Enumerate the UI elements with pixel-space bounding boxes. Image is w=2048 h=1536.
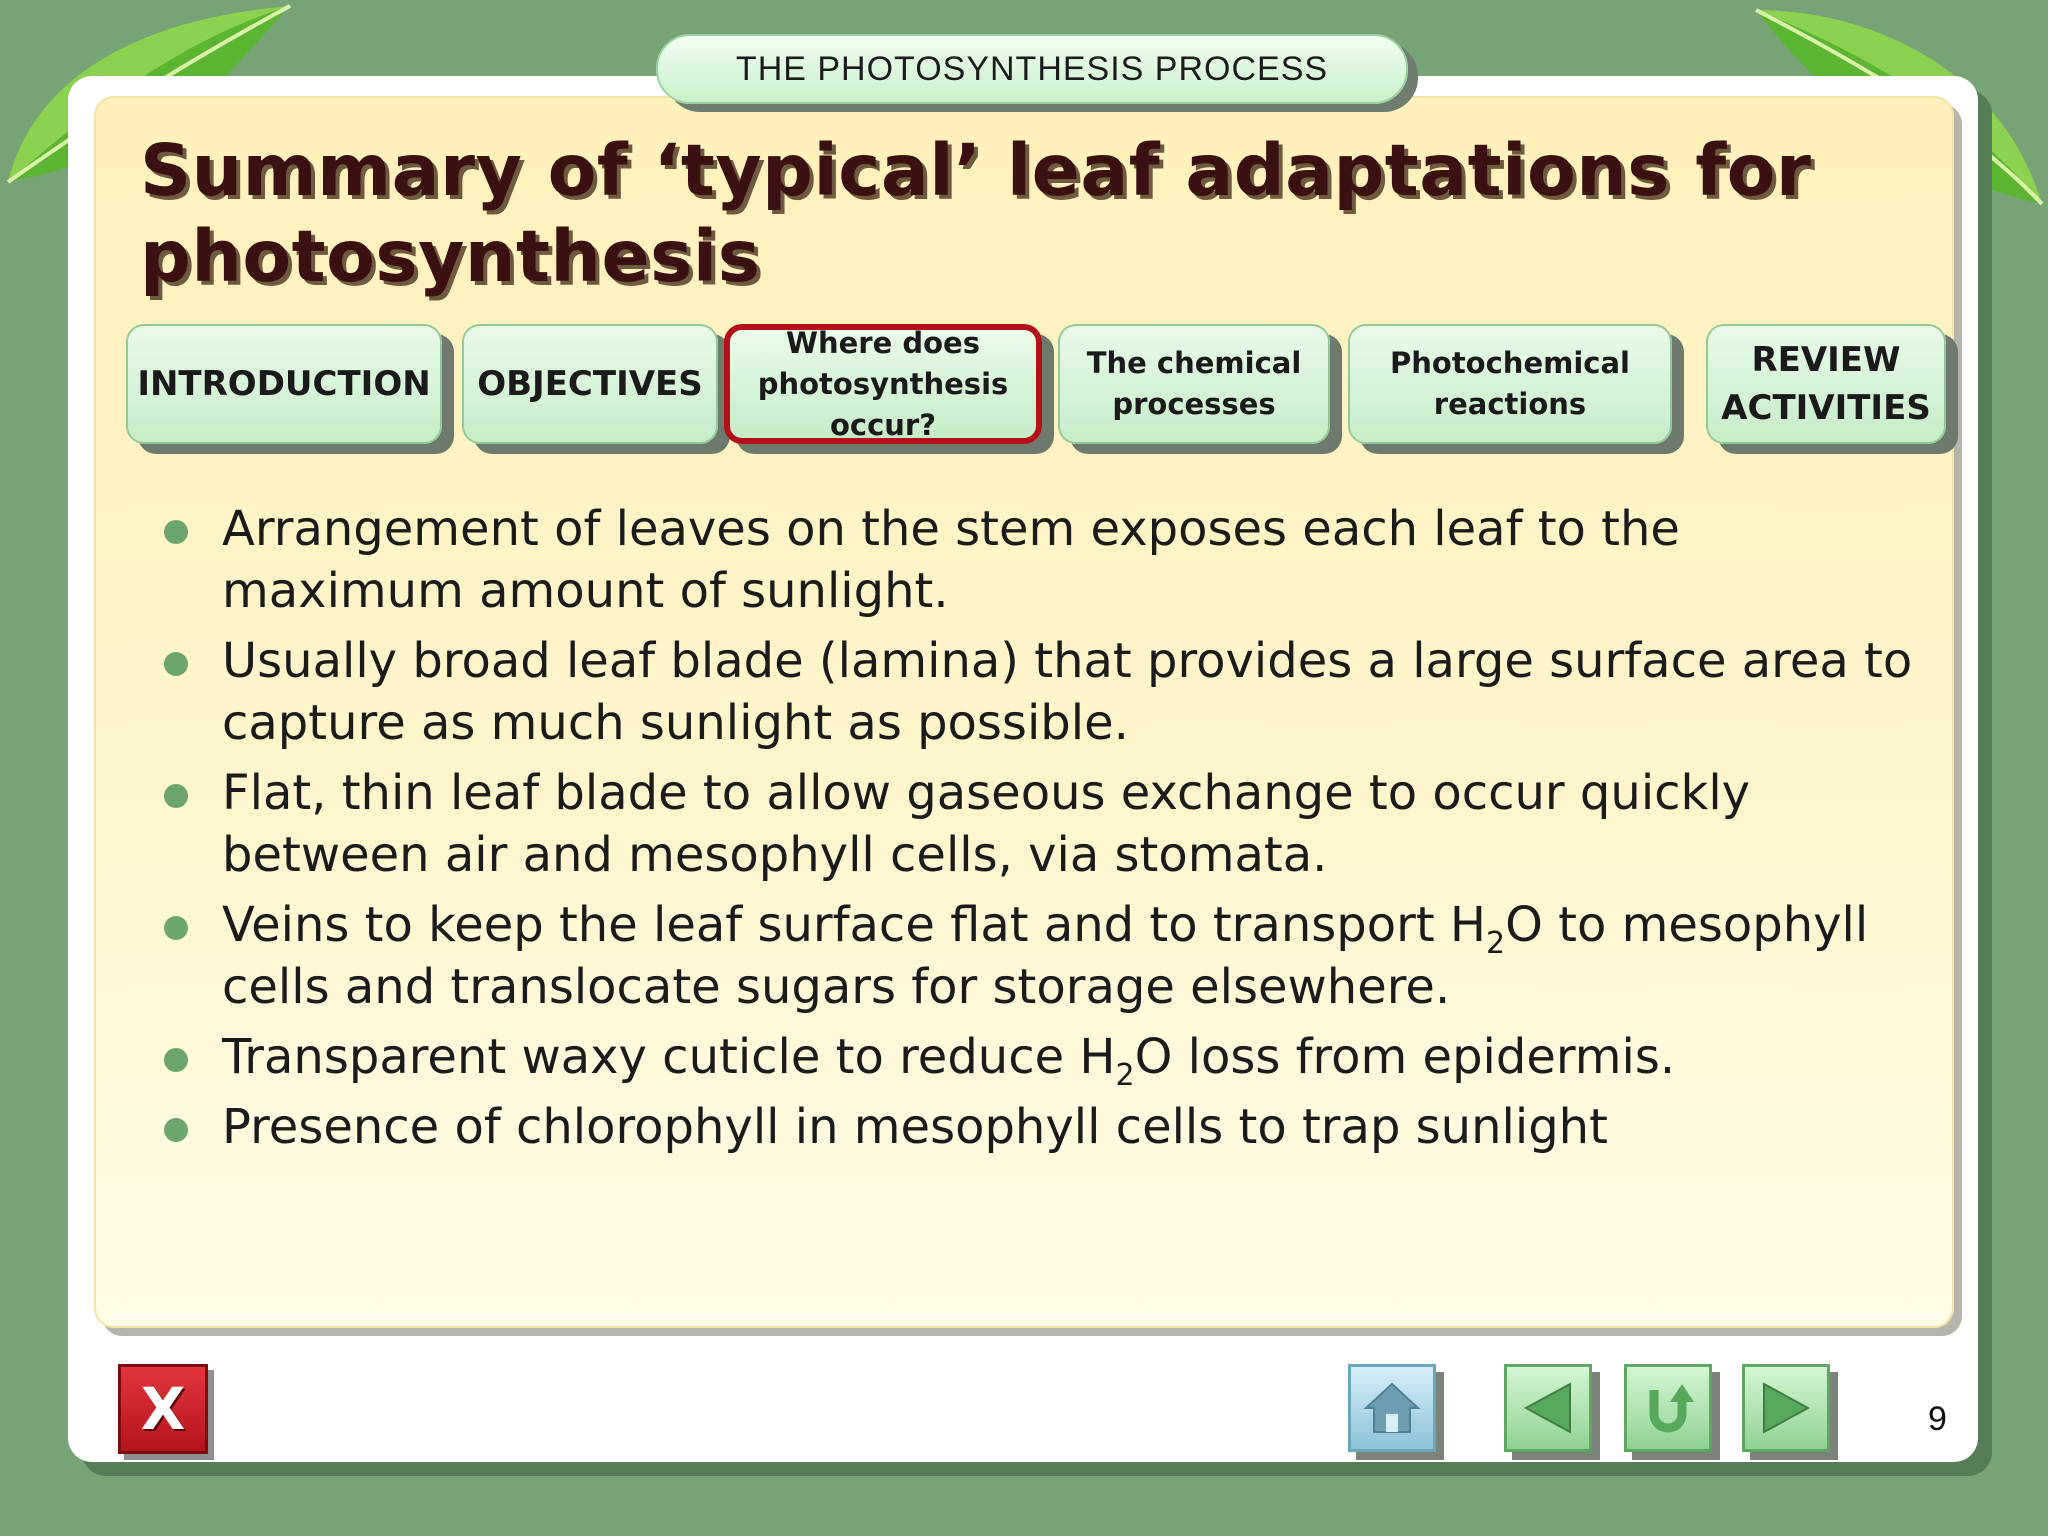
list-item-text: Veins to keep the leaf surface flat and to transport H: [222, 897, 1486, 953]
nav-where-label-2: photosynthesis: [757, 366, 1009, 401]
nav-photochemical-label-2: reactions: [1433, 387, 1587, 421]
bullet-dot-icon: [164, 916, 188, 940]
list-item-text: Presence of chlorophyll in mesophyll cells to trap sunlight: [222, 1099, 1608, 1155]
nav-objectives-label: OBJECTIVES: [477, 364, 703, 404]
nav-photochemical-label-1: Photochemical: [1390, 346, 1630, 380]
nav-chemical-button[interactable]: [1058, 324, 1330, 444]
nav-where-label-1: Where does: [786, 325, 980, 360]
next-button[interactable]: [1742, 1364, 1830, 1452]
arrow-right-icon: [1756, 1378, 1816, 1438]
list-item: [160, 630, 1920, 754]
bullet-dot-icon: [164, 1048, 188, 1072]
nav-where-button[interactable]: [724, 324, 1042, 444]
list-item: [160, 762, 1920, 886]
nav-review-label-2: ACTIVITIES: [1721, 388, 1931, 428]
bullet-dot-icon: [164, 520, 188, 544]
page-number: 9: [1928, 1400, 1947, 1438]
nav-introduction-button[interactable]: [126, 324, 442, 444]
close-icon: X: [140, 1375, 186, 1443]
list-item-text: Flat, thin leaf blade to allow gaseous exchange to occur quickly between air and mesophyll cells, via stomata.: [222, 765, 1751, 883]
bullet-dot-icon: [164, 1118, 188, 1142]
nav-review-button[interactable]: [1706, 324, 1946, 444]
adaptations-list: [160, 498, 1920, 1166]
subscript: 2: [1485, 926, 1506, 961]
list-item: [160, 1096, 1920, 1158]
bullet-dot-icon: [164, 652, 188, 676]
nav-chemical-label-2: processes: [1112, 387, 1276, 421]
bullet-dot-icon: [164, 784, 188, 808]
list-item-text: Usually broad leaf blade (lamina) that provides a large surface area to capture as much sunlight as possible.: [222, 633, 1913, 751]
return-button[interactable]: [1624, 1364, 1712, 1452]
nav-photochemical-button[interactable]: [1348, 324, 1672, 444]
home-icon: [1362, 1380, 1422, 1436]
list-item-text: Arrangement of leaves on the stem exposes each leaf to the maximum amount of sunlight.: [222, 501, 1680, 619]
back-button[interactable]: [1504, 1364, 1592, 1452]
page-title-line-1: Summary of ‘typical’ leaf adaptations for: [140, 129, 1812, 212]
nav-introduction-label: INTRODUCTION: [137, 364, 431, 404]
page-title-line-2: photosynthesis: [140, 215, 761, 298]
list-item: [160, 498, 1920, 622]
list-item-text-cont: O loss from epidermis.: [1134, 1029, 1676, 1085]
list-item-text: Transparent waxy cuticle to reduce H: [222, 1029, 1116, 1085]
close-button[interactable]: [118, 1364, 208, 1454]
nav-objectives-button[interactable]: [462, 324, 718, 444]
page-title: [140, 128, 1840, 300]
section-title-tab: [656, 34, 1408, 104]
section-title: THE PHOTOSYNTHESIS PROCESS: [735, 49, 1329, 88]
arrow-left-icon: [1518, 1378, 1578, 1438]
nav-where-label-3: occur?: [829, 407, 937, 442]
list-item: [160, 1026, 1920, 1093]
return-icon: [1638, 1378, 1698, 1438]
home-button[interactable]: [1348, 1364, 1436, 1452]
list-item-text-cont: O to mesophyll cells and translocate sugars for storage elsewhere.: [222, 897, 1869, 1015]
nav-chemical-label-1: The chemical: [1086, 346, 1302, 380]
list-item: [160, 894, 1920, 1018]
subscript: 2: [1115, 1058, 1135, 1093]
nav-review-label-1: REVIEW: [1751, 340, 1901, 380]
